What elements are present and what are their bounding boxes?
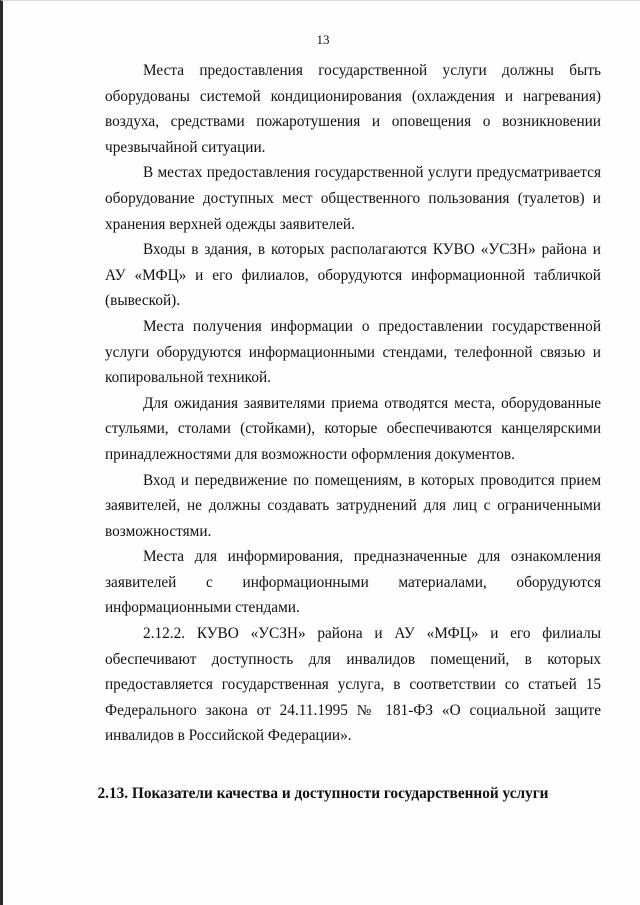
paragraph-information-stands: Места получения информации о предоставлении государственной услуги оборудуются информационными стендами, телефонной связью и копировальной техникой. — [105, 317, 601, 387]
page-number: 13 — [316, 32, 330, 47]
paragraph-information-places: Места для информирования, предназначенные для ознакомления заявителей с информационными материалами, оборудуются информационными стендами. — [105, 548, 601, 617]
paragraph-building-signage: Входы в здания, в которых располагаются КУВО «УСЗН» района и АУ «МФЦ» и его филиалов, оборудуются информационной табличкой (вывеской). — [105, 241, 601, 310]
paragraph-climate-equipment: Места предоставления государственной услуги должны быть оборудованы системой кондиционирования (охлаждения и нагревания) воздуха, средствами пожаротушения и оповещения о возникновении чрезвычайной ситуации. — [105, 62, 601, 156]
paragraph-waiting-areas: Для ожидания заявителями приема отводятся места, оборудованные стульями, столами (стойками), которые обеспечиваются канцелярскими принадлежностями для возможности оформления документов. — [105, 394, 601, 463]
body-text — [105, 58, 601, 749]
paragraph-public-facilities: В местах предоставления государственной услуги предусматривается оборудование доступных мест общественного пользования (туалетов) и хранения верхней одежды заявителей. — [105, 164, 601, 233]
paragraph-section-2-12-2: 2.12.2. КУВО «УСЗН» района и АУ «МФЦ» и его филиалы обеспечивают доступность для инвалидов помещений, в которых предоставляется государственная услуга, в соответствии со статьей 15 Федерального закона от 24.11.1995 № 181-ФЗ «О социальной защите инвалидов в Российской Федерации». — [105, 625, 601, 745]
paragraph-accessibility: Вход и передвижение по помещениям, в которых проводится прием заявителей, не должны создавать затруднений для лиц с ограниченными возможностями. — [105, 471, 601, 540]
section-heading: 2.13. Показатели качества и доступности государственной услуги — [97, 785, 549, 802]
